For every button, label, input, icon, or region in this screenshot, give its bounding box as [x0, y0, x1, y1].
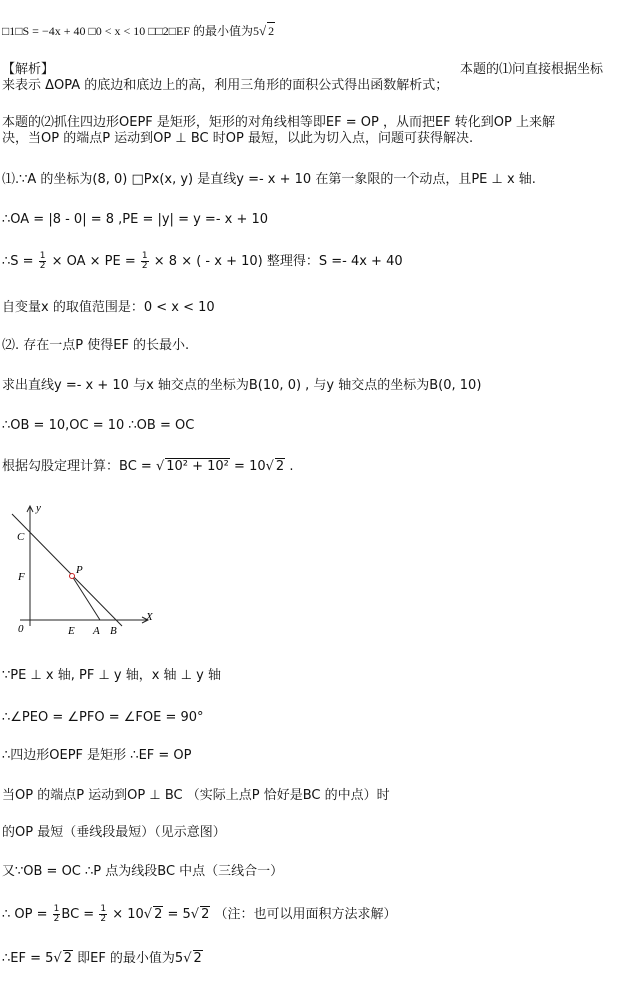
s16-radicand-2: 2: [193, 951, 202, 966]
solution-step-16: [2, 950, 203, 967]
segment-pa: [72, 576, 100, 620]
solution-step-2: ∴OA = |8 ‑ 0| = 8 ,PE = |y| = y =‑ x + 10: [2, 212, 269, 227]
label-f: F: [18, 571, 25, 583]
analysis-right-text: 本题的⑴问直接根据坐标: [460, 62, 604, 77]
solution-step-6: 求出直线y =‑ x + 10 与x 轴交点的坐标为B(10, 0) , 与y 轴交点的坐标为B(0, 10): [2, 378, 482, 393]
coordinate-figure: [0, 498, 170, 643]
fraction-half-2: [141, 252, 149, 271]
radical-sign-3: √: [265, 459, 274, 474]
answer-line: [2, 22, 275, 39]
s15-part-e: （注：也可以用面积方法求解）: [214, 907, 397, 922]
label-e: E: [68, 625, 75, 637]
label-b: B: [110, 625, 117, 637]
analysis-line-3: 本题的⑵抓住四边形OEPF 是矩形，矩形的对角线相等即EF = OP ，从而把EF 转化到OP 上来解: [2, 115, 555, 130]
radical-sign-4: √: [143, 907, 153, 922]
solution-step-15: [2, 905, 397, 924]
solution-step-1: ⑴.∵A 的坐标为(8, 0) □Px(x, y) 是直线y =‑ x + 10 在第一象限的一个动点，且PE ⊥ x 轴.: [2, 172, 536, 187]
radicand: 2: [268, 24, 275, 38]
s3-part-c: × 8 × ( ‑ x + 10) 整理得：S =‑ 4x + 40: [153, 254, 403, 269]
solution-step-9: ∵PE ⊥ x 轴, PF ⊥ y 轴，x 轴 ⊥ y 轴: [2, 668, 221, 683]
frac-num-3: 1: [53, 904, 60, 914]
radical-sign-6: √: [53, 951, 62, 966]
radical-sign-2: √: [155, 459, 165, 474]
s15-part-c: × 10: [112, 907, 144, 922]
solution-step-13: 的OP 最短（垂线段最短）（见示意图）: [2, 825, 226, 840]
solution-step-10: ∴∠PEO = ∠PFO = ∠FOE = 90°: [2, 710, 204, 725]
point-p: [70, 574, 75, 579]
s15-radicand-2: 2: [201, 907, 210, 922]
analysis-line-2: 来表示 ΔOPA 的底边和底边上的高，利用三角形的面积公式得出函数解析式；: [2, 78, 449, 93]
fraction-half-3: [53, 905, 61, 924]
s15-part-a: ∴ OP =: [2, 907, 48, 922]
solution-step-8: [2, 458, 293, 475]
fraction-half: [39, 252, 47, 271]
frac-den-4: 2: [100, 914, 107, 924]
line-cb: [12, 514, 122, 626]
s3-part-b: × OA × PE =: [51, 254, 136, 269]
label-p: P: [76, 564, 83, 576]
s3-part-a: ∴S =: [2, 254, 34, 269]
answer-coef: 5: [253, 24, 260, 38]
analysis-line-4: 决，当OP 的端点P 运动到OP ⊥ BC 时OP 最短，以此为切入点，问题可获得解决.: [2, 131, 474, 146]
label-y: y: [36, 502, 41, 514]
solution-step-4: 自变量x 的取值范围是：0 < x < 10: [2, 300, 215, 315]
s8-part-c: .: [285, 459, 294, 474]
frac-den-2: 2: [141, 261, 148, 271]
s16-part-b: 即EF 的最小值为5: [72, 951, 184, 966]
solution-step-3: [2, 252, 403, 271]
solution-step-7: ∴OB = 10,OC = 10 ∴OB = OC: [2, 418, 195, 433]
solution-step-5: ⑵. 存在一点P 使得EF 的长最小.: [2, 338, 190, 353]
s16-radicand: 2: [63, 951, 72, 966]
s15-radicand: 2: [154, 907, 163, 922]
s8-radicand: 10² + 10²: [166, 459, 229, 474]
frac-num: 1: [39, 251, 46, 261]
radical-sign-7: √: [183, 951, 192, 966]
solution-step-11: ∴四边形OEPF 是矩形 ∴EF = OP: [2, 748, 192, 763]
s8-part-b: = 10: [234, 459, 266, 474]
s16-part-a: ∴EF = 5: [2, 951, 54, 966]
radical-sign: √: [259, 23, 267, 38]
s15-part-d: = 5: [167, 907, 191, 922]
frac-num-2: 1: [141, 251, 148, 261]
label-a: A: [93, 625, 100, 637]
label-x: X: [146, 611, 153, 623]
answer-text: □1□S = −4x + 40 □0 < x < 10 □□2□EF 的最小值为: [2, 24, 254, 38]
radical-sign-5: √: [190, 907, 200, 922]
frac-den: 2: [39, 261, 46, 271]
analysis-heading: 【解析】: [2, 62, 55, 77]
label-c: C: [17, 531, 25, 543]
frac-num-4: 1: [100, 904, 107, 914]
s8-radicand-2: 2: [275, 459, 285, 474]
fraction-half-4: [99, 905, 107, 924]
frac-den-3: 2: [53, 914, 60, 924]
s8-part-a: 根据勾股定理计算：BC =: [2, 459, 152, 474]
solution-step-14: 又∵OB = OC ∴P 点为线段BC 中点（三线合一）: [2, 864, 284, 879]
solution-step-12: 当OP 的端点P 运动到OP ⊥ BC （实际上点P 恰好是BC 的中点）时: [2, 788, 390, 803]
s15-part-b: BC =: [61, 907, 95, 922]
label-o: 0: [18, 623, 24, 635]
